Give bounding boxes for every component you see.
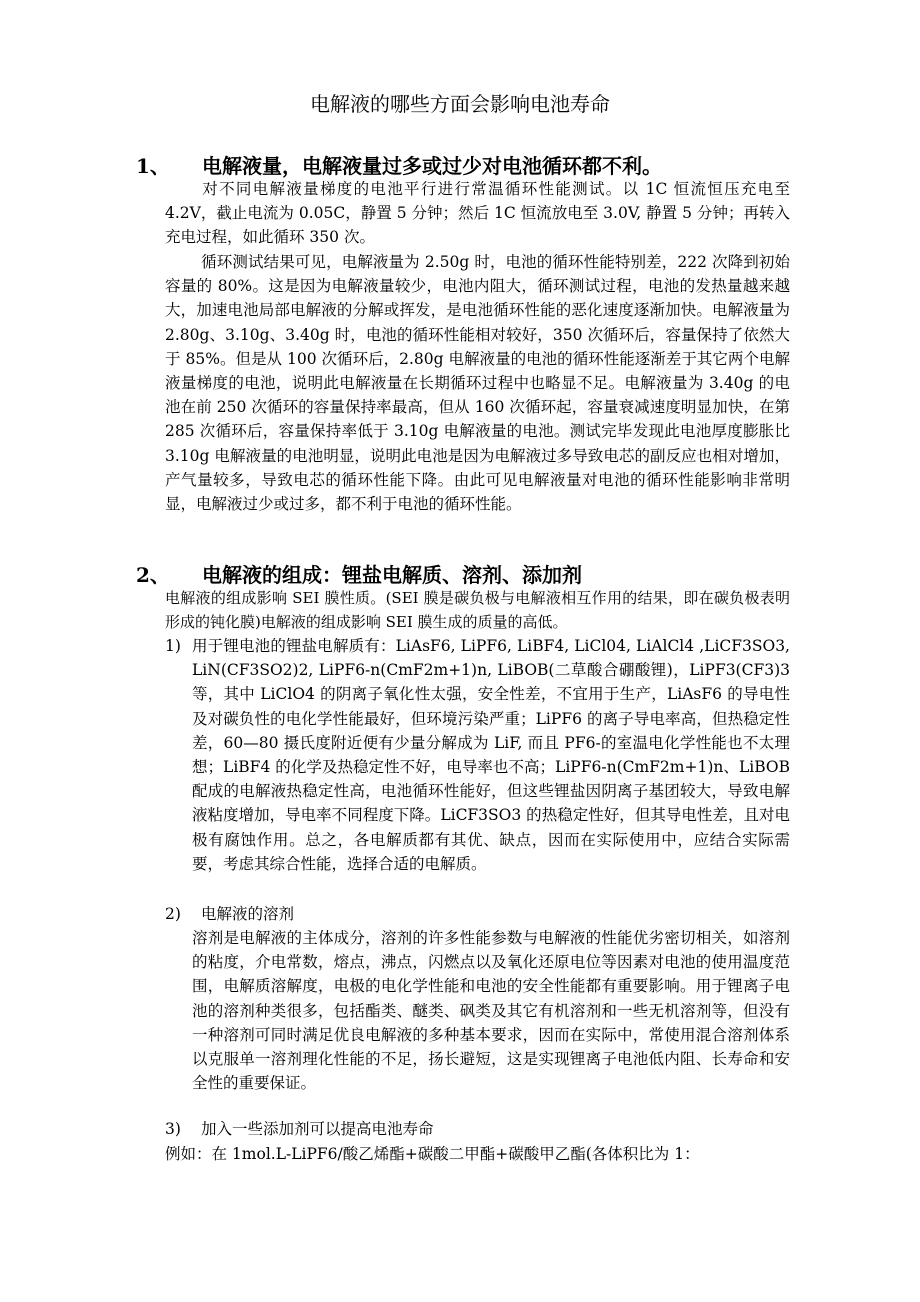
section2-heading bbox=[136, 561, 582, 589]
list-item-2-number: 2) bbox=[165, 905, 181, 923]
section1-heading bbox=[136, 152, 662, 180]
section1-number: 1、 bbox=[136, 154, 170, 178]
list-item-2-heading: 电解液的溶剂 bbox=[201, 905, 295, 923]
section1-heading-text: 电解液量，电解液量过多或过少对电池循环都不利。 bbox=[202, 154, 662, 178]
section2-heading-text: 电解液的组成：锂盐电解质、溶剂、添加剂 bbox=[202, 563, 582, 587]
list-item-3-heading: 加入一些添加剂可以提高电池寿命 bbox=[201, 1120, 434, 1138]
section2-number: 2、 bbox=[136, 563, 170, 587]
section1-paragraph-2-text: 循环测试结果可见，电解液量为 2.50g 时，电池的循环性能特别差，222 次降到初始容量的 80%。这是因为电解液量较少，电池内阻大，循环测试过程，电池的发热量越来越大，加速电池局部电解液的分解或挥发，是电池循环性能的恶化速度逐渐加快。电解液量为 2.80g、3.10g、3.40g 时，电池的循环性能相对较好，350 次循环后，容量保持了依然大于 85%。但是从 100 次循环后，2.80g 电解液量的电池的循环性能逐渐差于其它两个电解液量梯度的电池，说明此电解液量在长期循环过程中也略显不足。电解液量为 3.40g 的电池在前 250 次循环的容量保持率最高，但从 160 次循环起，容量衰减速度明显加快，在第 285 次循环后，容量保持率低于 3.10g 电解液量的电池。测试完毕发现此电池厚度膨胀比 3.10g 电解液量的电池明显，说明此电池是因为电解液过多导致电芯的副反应也相对增加，产气量较多，导致电芯的循环性能下降。由此可见电解液量对电池的循环性能影响非常明显，电解液过少或过多，都不利于电池的循环性能。 bbox=[165, 253, 790, 514]
section1-paragraph-2 bbox=[165, 250, 790, 516]
list-item-1-number: 1) bbox=[165, 637, 181, 655]
section1-paragraph-1 bbox=[165, 177, 790, 250]
section1-paragraph-1-text: 对不同电解液量梯度的电池平行进行常温循环性能测试。以 1C 恒流恒压充电至 4.2V，截止电流为 0.05C，静置 5 分钟；然后 1C 恒流放电至 3.0V, 静置 5 分钟；再转入充电过程，如此循环 350 次。 bbox=[165, 180, 790, 247]
page-title: 电解液的哪些方面会影响电池寿命 bbox=[310, 92, 610, 116]
list-item-2-text: 溶剂是电解液的主体成分，溶剂的许多性能参数与电解液的性能优劣密切相关，如溶剂的粘度，介电常数，熔点，沸点，闪燃点以及氧化还原电位等因素对电池的使用温度范围，电解质溶解度，电极的电化学性能和电池的安全性能都有重要影响。用于锂离子电池的溶剂种类很多，包括酯类、醚类、砜类及其它有机溶剂和一些无机溶剂等，但没有一种溶剂可同时满足优良电解液的多种基本要求，因而在实际中，常使用混合溶剂体系以克服单一溶剂理化性能的不足，扬长避短，这是实现锂离子电池低内阻、长寿命和安全性的重要保证。 bbox=[192, 929, 790, 1093]
list-item-3-number: 3) bbox=[165, 1120, 181, 1138]
example-line: 例如：在 1mol.L-LiPF6/酸乙烯酯+碳酸二甲酯+碳酸甲乙酯(各体积比为 1： bbox=[165, 1145, 700, 1163]
list-item-1-text: 用于锂电池的锂盐电解质有：LiAsF6, LiPF6, LiBF4, LiCl04, LiAlCl4 ,LiCF3SO3, LiN(CF3SO2)2, LiPF6-n(CmF2m+1)n, LiBOB(二草酸合硼酸锂)，LiPF3(CF3)3 等，其中 LiClO4 的阴离子氧化性太强，安全性差，不宜用于生产，LiAsF6 的导电性及对碳负性的电化学性能最好，但环境污染严重；LiPF6 的离子导电率高，但热稳定性差，60—80 摄氏度附近便有少量分解成为 LiF, 而且 PF6-的室温电化学性能也不太理想；LiBF4 的化学及热稳定性不好，电导率也不高；LiPF6-n(CmF2m+1)n、LiBOB 配成的电解液热稳定性高，电池循环性能好，但这些锂盐因阴离子基团较大，导致电解液粘度增加，导电率不同程度下降。LiCF3SO3 的热稳定性好，但其导电性差，且对电极有腐蚀作用。总之，各电解质都有其优、缺点，因而在实际使用中，应结合实际需要，考虑其综合性能，选择合适的电解质。 bbox=[192, 637, 790, 873]
section2-intro: 电解液的组成影响 SEI 膜性质。(SEI 膜是碳负极与电解液相互作用的结果，即在碳负极表明形成的钝化膜)电解液的组成影响 SEI 膜生成的质量的高低。 bbox=[165, 589, 790, 632]
